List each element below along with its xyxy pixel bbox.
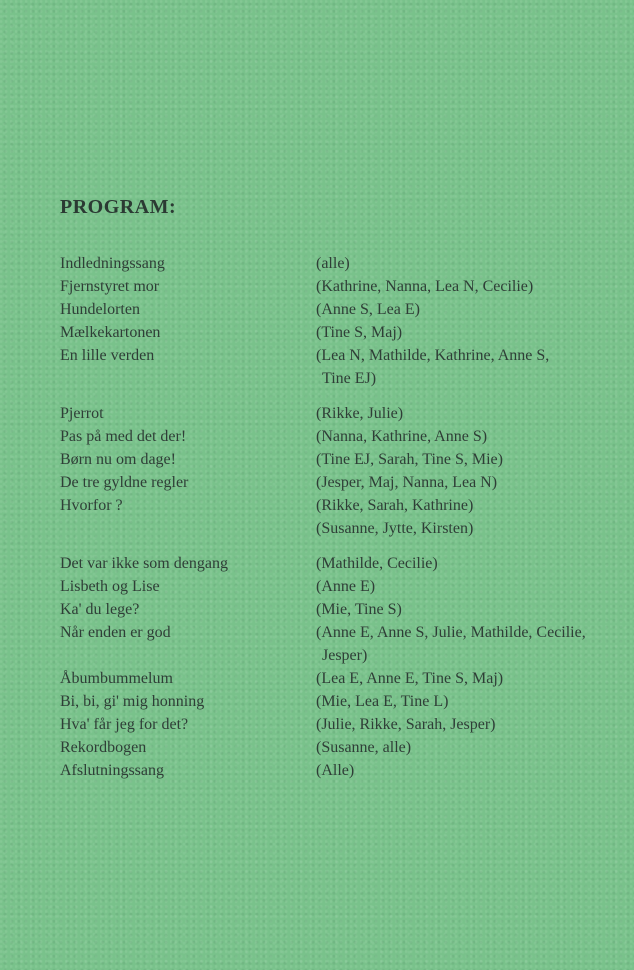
item-cast: (Tine EJ, Sarah, Tine S, Mie) xyxy=(316,451,503,468)
program-row xyxy=(60,690,634,713)
item-cast: (Tine S, Maj) xyxy=(316,324,403,341)
item-cast: (Anne E, Anne S, Julie, Mathilde, Cecilie, xyxy=(316,624,586,641)
item-cast: (Jesper, Maj, Nanna, Lea N) xyxy=(316,474,498,491)
item-title: Fjernstyret mor xyxy=(60,278,160,295)
program-row xyxy=(60,494,634,517)
item-cast-continuation: Tine EJ) xyxy=(322,370,377,387)
item-cast: (Kathrine, Nanna, Lea N, Cecilie) xyxy=(316,278,534,295)
item-title: Pjerrot xyxy=(60,405,104,422)
program-row xyxy=(60,252,634,275)
item-title: Hundelorten xyxy=(60,301,140,318)
program-heading: PROGRAM: xyxy=(60,196,177,218)
program-row-continuation xyxy=(60,644,634,667)
item-title: Afslutningssang xyxy=(60,762,164,779)
program-row xyxy=(60,448,634,471)
item-title: Lisbeth og Lise xyxy=(60,578,160,595)
item-cast: (Anne E) xyxy=(316,578,376,595)
item-cast: (Lea N, Mathilde, Kathrine, Anne S, xyxy=(316,347,550,364)
item-title: Ka' du lege? xyxy=(60,601,140,618)
item-title: Når enden er god xyxy=(60,624,171,641)
item-title: Rekordbogen xyxy=(60,739,147,756)
program-row-continuation xyxy=(60,367,634,390)
item-cast: (Mie, Lea E, Tine L) xyxy=(316,693,449,710)
group-spacer xyxy=(60,540,634,552)
item-cast: (Julie, Rikke, Sarah, Jesper) xyxy=(316,716,496,733)
program-row xyxy=(60,344,634,367)
item-cast: (Mathilde, Cecilie) xyxy=(316,555,438,572)
item-title: Det var ikke som dengang xyxy=(60,555,228,572)
program-row xyxy=(60,552,634,575)
item-cast: (Alle) xyxy=(316,762,355,779)
item-cast: (Nanna, Kathrine, Anne S) xyxy=(316,428,488,445)
item-cast: (alle) xyxy=(316,255,350,272)
item-cast: (Lea E, Anne E, Tine S, Maj) xyxy=(316,670,504,687)
item-cast-continuation: (Susanne, Jytte, Kirsten) xyxy=(316,520,474,537)
item-title: Børn nu om dage! xyxy=(60,451,176,468)
item-title: Mælkekartonen xyxy=(60,324,161,341)
program-row xyxy=(60,321,634,344)
item-cast: (Anne S, Lea E) xyxy=(316,301,420,318)
program-row xyxy=(60,425,634,448)
program-row xyxy=(60,471,634,494)
item-cast: (Rikke, Julie) xyxy=(316,405,404,422)
item-title: Bi, bi, gi' mig honning xyxy=(60,693,205,710)
program-row xyxy=(60,598,634,621)
program-row xyxy=(60,575,634,598)
program-row xyxy=(60,667,634,690)
program-row xyxy=(60,621,634,644)
item-title: Hva' får jeg for det? xyxy=(60,716,189,733)
item-cast: (Susanne, alle) xyxy=(316,739,412,756)
item-title: De tre gyldne regler xyxy=(60,474,189,491)
item-cast: (Mie, Tine S) xyxy=(316,601,402,618)
item-title: Hvorfor ? xyxy=(60,497,123,514)
program-row xyxy=(60,713,634,736)
item-title: Pas på med det der! xyxy=(60,428,187,445)
group-spacer xyxy=(60,390,634,402)
program-row-continuation xyxy=(60,517,634,540)
item-cast-continuation: Jesper) xyxy=(322,647,368,664)
program-row xyxy=(60,402,634,425)
item-title: Indledningssang xyxy=(60,255,165,272)
item-cast: (Rikke, Sarah, Kathrine) xyxy=(316,497,474,514)
program-row xyxy=(60,275,634,298)
program-row xyxy=(60,736,634,759)
program-row xyxy=(60,298,634,321)
program-list xyxy=(60,252,634,782)
program-row xyxy=(60,759,634,782)
item-title: Åbumbummelum xyxy=(60,670,173,687)
item-title: En lille verden xyxy=(60,347,155,364)
